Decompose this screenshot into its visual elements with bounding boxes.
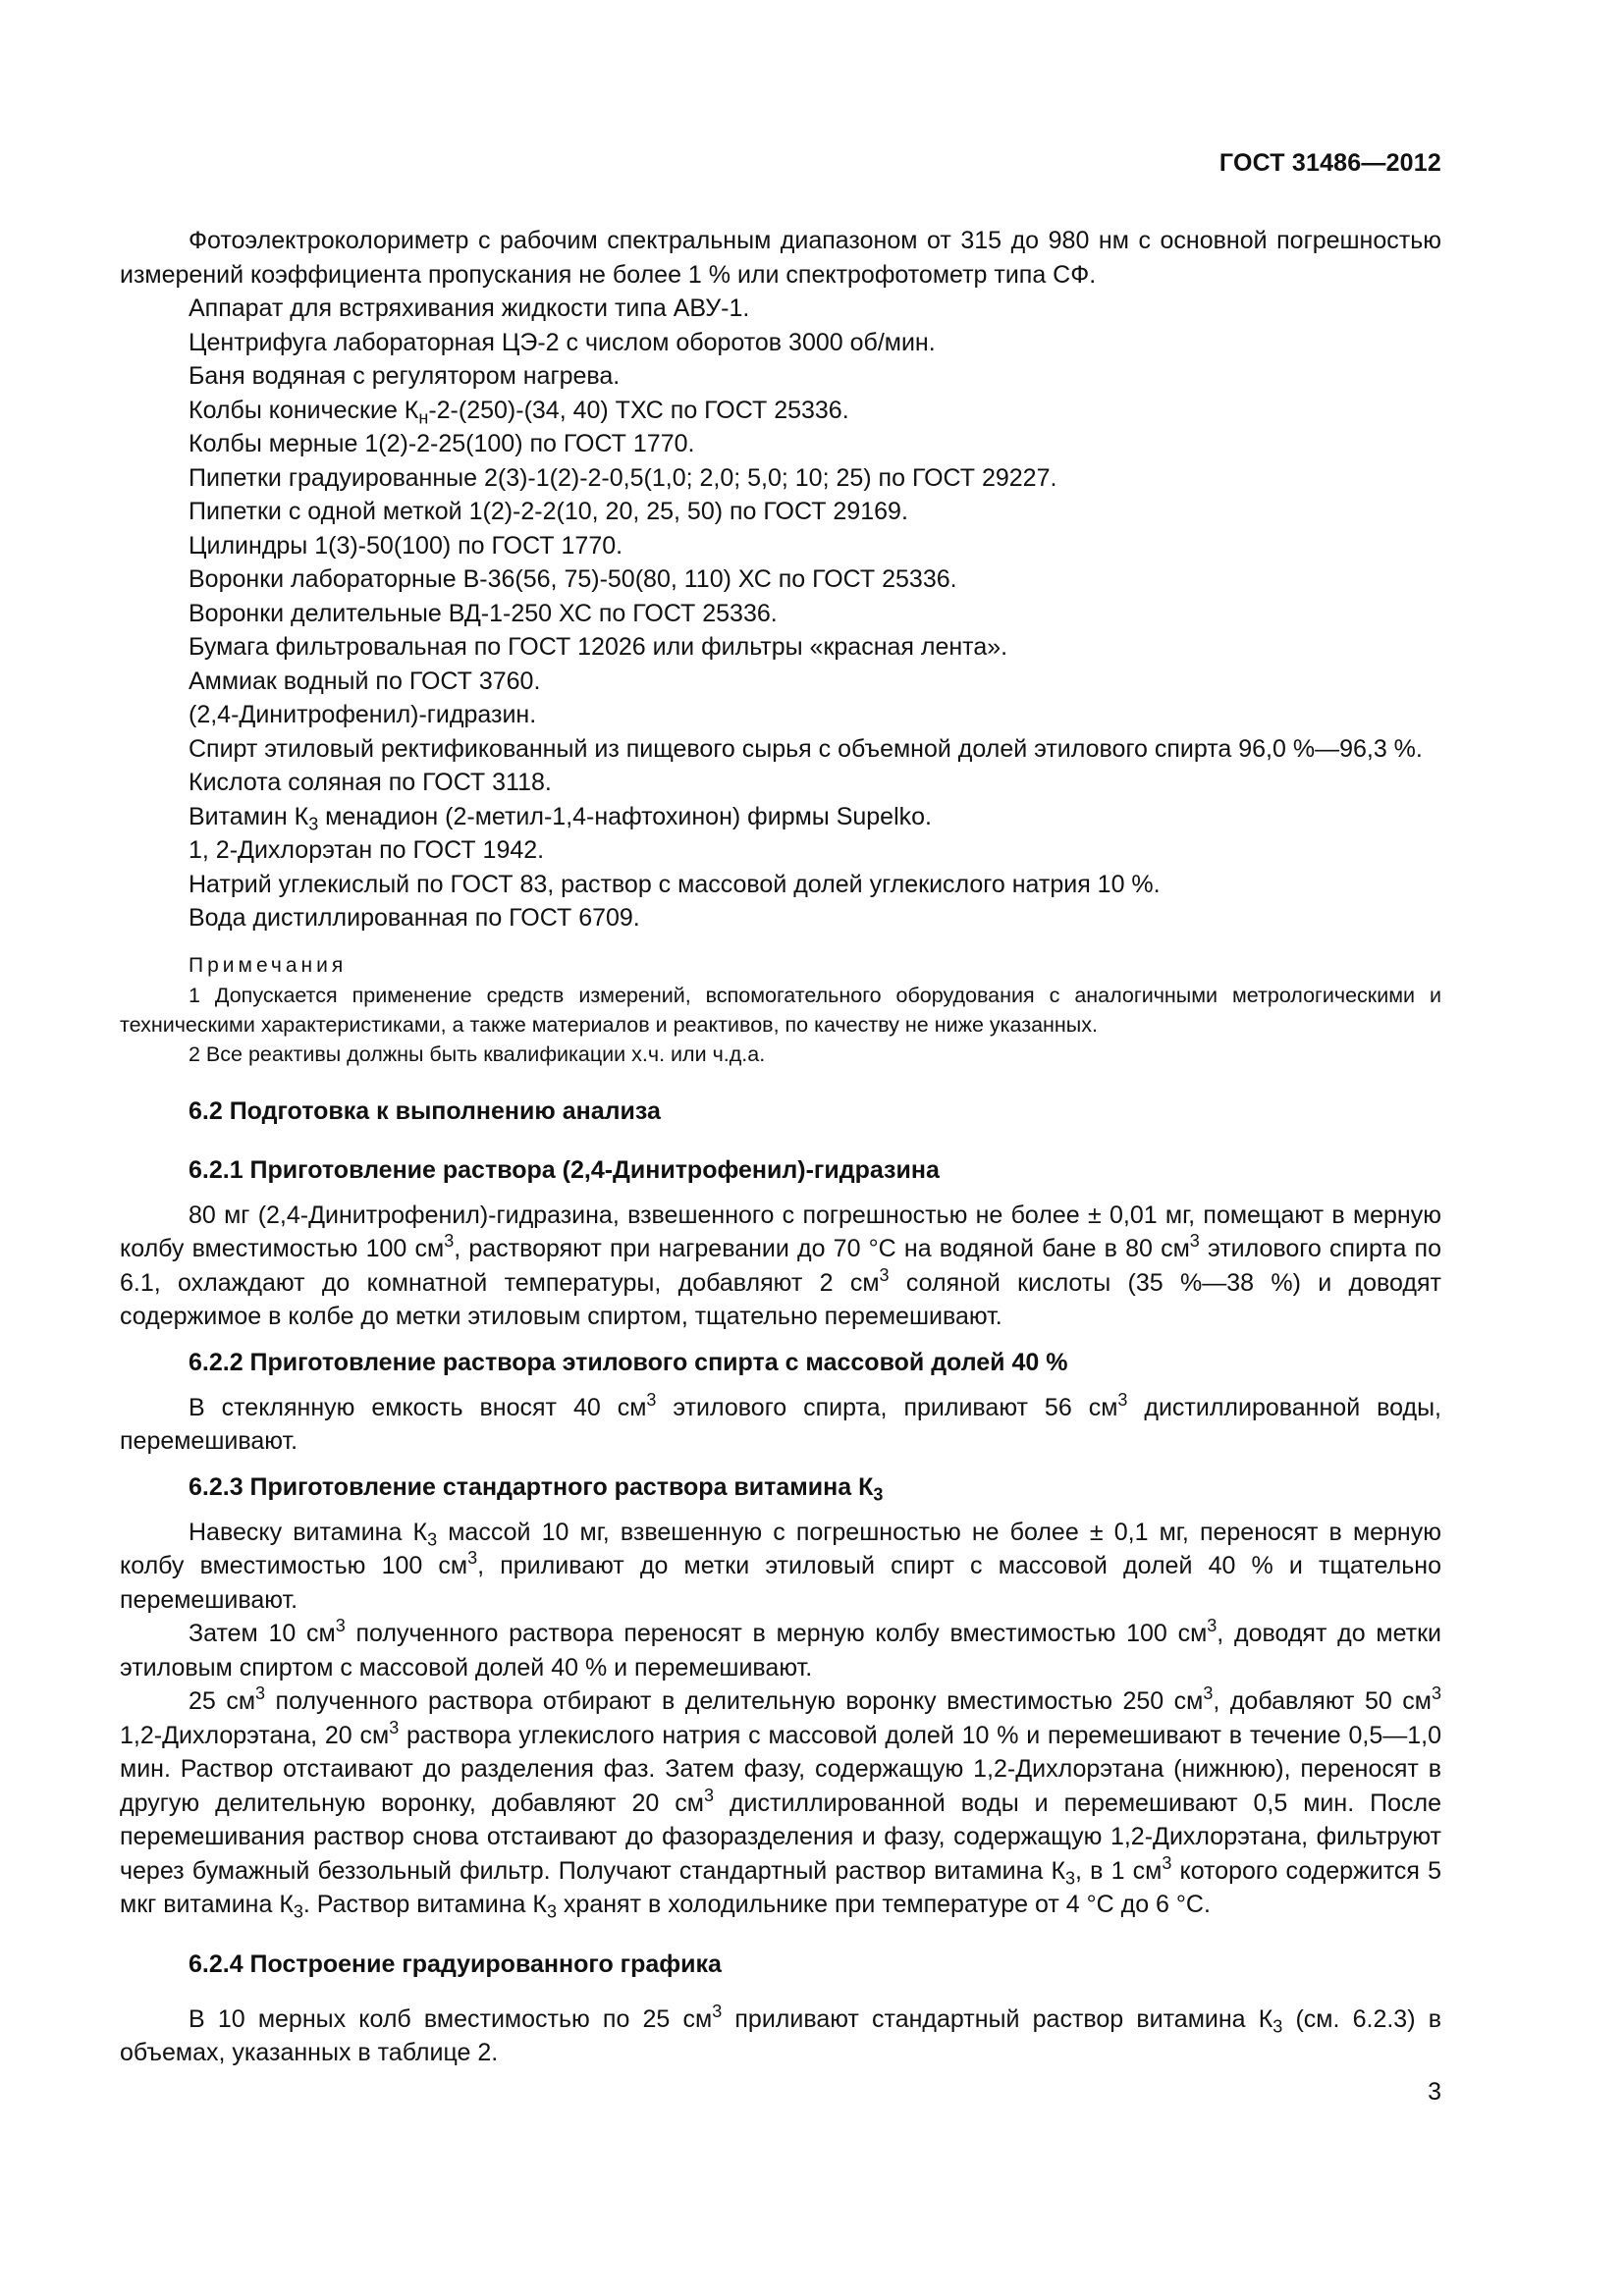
section-6-2-3-heading: 6.2.3 Приготовление стандартного раствора витамина $К_3$ <box>189 1472 884 1504</box>
reagent-vitamin-k3: Витамин $К_3$ менадион (2-метил-1,4-нафтохинон) фирмы Supelko. <box>189 802 932 833</box>
page-number: 3 <box>1428 2078 1441 2106</box>
equipment-graduated-pipettes: Пипетки градуированные 2(3)-1(2)-2-0,5(1,0; 2,0; 5,0; 10; 25) по ГОСТ 29227. <box>189 463 1057 492</box>
equipment-shaker: Аппарат для встряхивания жидкости типа АВУ-1. <box>189 294 750 322</box>
equipment-separating-funnels: Воронки делительные ВД-1-250 ХС по ГОСТ 25336. <box>189 599 778 627</box>
section-6-2-3-paragraph-3: 25 $см^3$ полученного раствора отбирают в делительную воронку вместимостью 250 $см^3$, добавляют 50 $см^3$ 1,2-Дихлорэтана, 20 $см^3$ раствора углекислого натрия с массовой долей 10 % и перемешивают в течение 0,5—1,0 мин. Раствор отстаивают до разделения фаз. Затем фазу, содержащую 1,2-Дихлорэтана (нижнюю), переносят в другую делительную воронку, добавляют 20 $см^3$ дистиллированной воды и перемешивают 0,5 мин. После перемешивания раствор снова отстаивают до фазоразделения и фазу, содержащую 1,2-Дихлорэтана, фильтруют через бумажный беззольный фильтр. Получают стандартный раствор витамина $К_3$, в 1 $см^3$ которого содержится 5 мкг витамина $К_3$. Раствор витамина $К_3$ хранят в холодильнике при температуре от 4 °С до 6 °С. <box>120 1683 1442 1922</box>
reagent-hcl: Кислота соляная по ГОСТ 3118. <box>189 769 552 796</box>
equipment-photocolorimeter: Фотоэлектроколориметр с рабочим спектральным диапазоном от 315 до 980 нм с основной погрешностью измерений коэффициента пропускания не более 1 % или спектрофотометр типа СФ. <box>120 227 1441 289</box>
reagent-filter-paper: Бумага фильтровальная по ГОСТ 12026 или фильтры «красная лента». <box>189 633 1008 661</box>
note-1: 1 Допускается применение средств измерений, вспомогательного оборудования с аналогичными метрологическими и техническими характеристиками, а также материалов и реактивов, по качеству не ниже указанных. <box>120 983 1441 1037</box>
reagent-dichloroethane: 1, 2-Дихлорэтан по ГОСТ 1942. <box>189 836 545 864</box>
standard-header: ГОСТ 31486—2012 <box>1218 149 1441 177</box>
reagent-sodium-carbonate: Натрий углекислый по ГОСТ 83, раствор с массовой долей углекислого натрия 10 %. <box>189 870 1161 898</box>
section-6-2-4-text: В 10 мерных колб вместимостью по 25 $см^3$ приливают стандартный раствор витамина $К_3$ (см. 6.2.3) в объемах, указанных в таблице 2. <box>120 2001 1441 2066</box>
section-6-2-3-paragraph-2: Затем 10 $см^3$ полученного раствора переносят в мерную колбу вместимостью 100 $см^3$, доводят до метки этиловым спиртом с массовой долей 40 % и перемешивают. <box>120 1616 1442 1682</box>
equipment-volumetric-flasks: Колбы мерные 1(2)-2-25(100) по ГОСТ 1770. <box>189 430 695 457</box>
reagent-ammonia: Аммиак водный по ГОСТ 3760. <box>189 667 541 695</box>
reagent-ethanol: Спирт этиловый ректификованный из пищевого сырья с объемной долей этилового спирта 96,0 %—96,3 %. <box>189 734 1423 763</box>
section-6-2-3-paragraph-1: Навеску витамина $К_3$ массой 10 мг, взвешенную с погрешностью не более ± 0,1 мг, переносят в мерную колбу вместимостью 100 $см^3$, приливают до метки этиловый спирт с массовой долей 40 % и тщательно перемешивают. <box>120 1518 1441 1614</box>
notes-title: Примечания <box>189 953 348 977</box>
equipment-conical-flasks: Колбы конические $К_н-2-(250)-(34$, 40) ТХС по ГОСТ 25336. <box>189 396 849 427</box>
reagent-water: Вода дистиллированная по ГОСТ 6709. <box>189 904 640 932</box>
equipment-cylinders: Цилиндры 1(3)-50(100) по ГОСТ 1770. <box>189 531 623 560</box>
page-content <box>120 224 1441 2070</box>
section-6-2-1-text: 80 мг (2,4-Динитрофенил)-гидразина, взвешенного с погрешностью не более ± 0,01 мг, помещают в мерную колбу вместимостью 100 $см^3$, растворяют при нагревании до 70 °С на водяной бане в 80 $см^3$ этилового спирта по 6.1, охлаждают до комнатной температуры, добавляют 2 $см^3$ соляной кислоты (35 %—38 %) и доводят содержимое в колбе до метки этиловым спиртом, тщательно перемешивают. <box>120 1201 1441 1330</box>
equipment-water-bath: Баня водяная с регулятором нагрева. <box>189 362 621 390</box>
equipment-centrifuge: Центрифуга лабораторная ЦЭ-2 с числом оборотов 3000 об/мин. <box>189 328 936 356</box>
equipment-one-mark-pipettes: Пипетки с одной меткой 1(2)-2-2(10, 20, 25, 50) по ГОСТ 29169. <box>189 498 908 525</box>
section-6-2-1-heading: 6.2.1 Приготовление раствора (2,4-Динитрофенил)-гидразина <box>189 1155 940 1184</box>
note-2: 2 Все реактивы должны быть квалификации х.ч. или ч.д.а. <box>189 1041 766 1066</box>
equipment-lab-funnels: Воронки лабораторные В-36(56, 75)-50(80, 110) ХС по ГОСТ 25336. <box>189 565 957 593</box>
section-6-2-2-text: В стеклянную емкость вносят 40 $см^3$ этилового спирта, приливают 56 $см^3$ дистиллированной воды, перемешивают. <box>120 1389 1441 1455</box>
section-6-2-2-heading: 6.2.2 Приготовление раствора этилового спирта с массовой долей 40 % <box>189 1348 1068 1376</box>
section-6-2-4-heading: 6.2.4 Построение градуированного графика <box>189 1949 722 1978</box>
section-6-2-heading: 6.2 Подготовка к выполнению анализа <box>189 1096 661 1125</box>
reagent-dnph: (2,4-Динитрофенил)-гидразин. <box>189 701 537 728</box>
